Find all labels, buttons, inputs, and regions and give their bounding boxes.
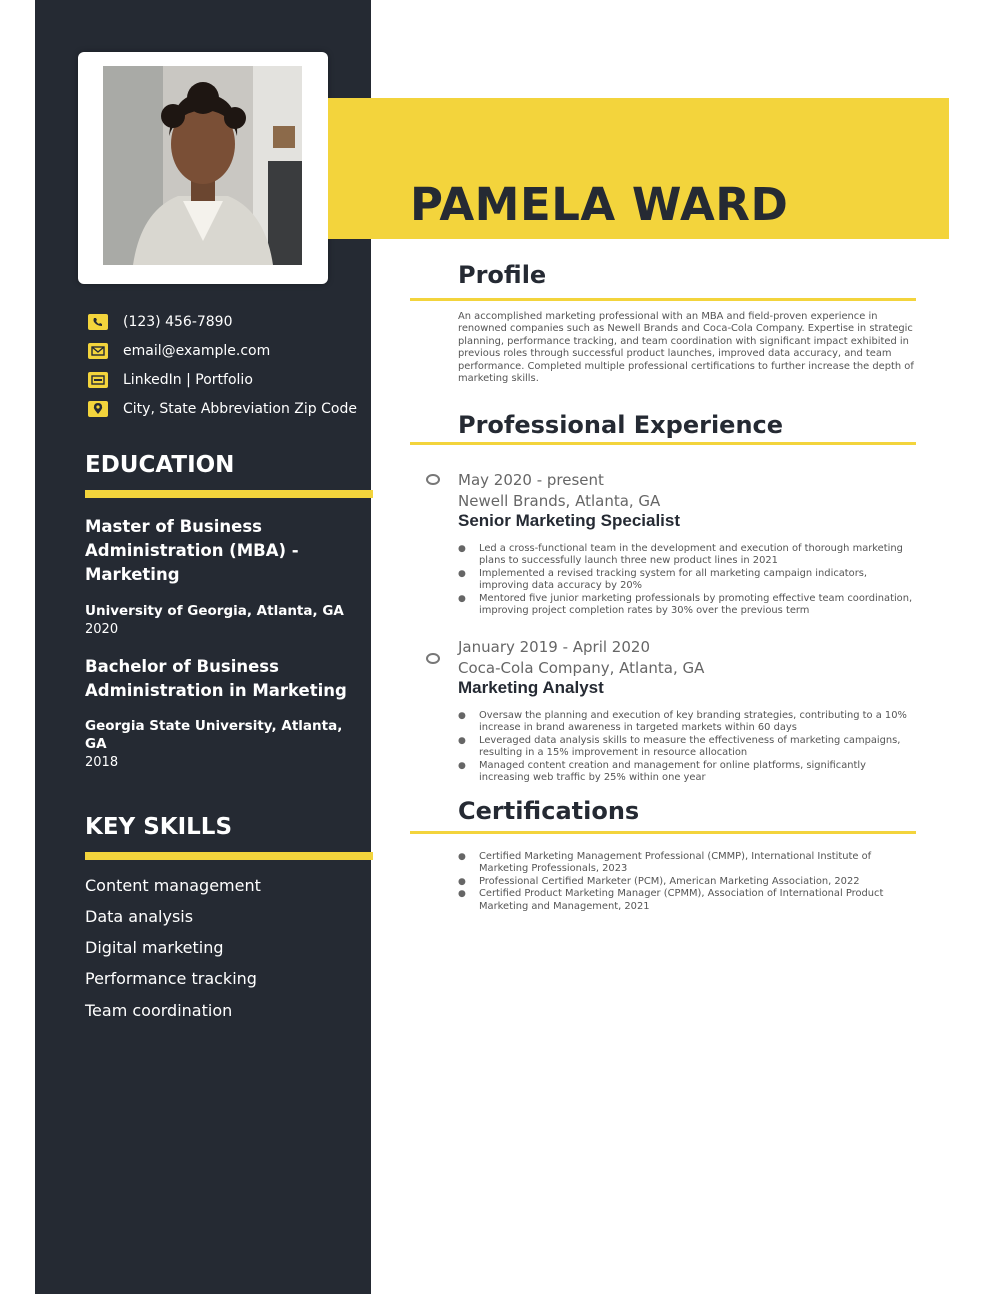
- profile-summary: An accomplished marketing professional with an MBA and field-proven experience in renowned companies such as Newell Brands and Coca-Cola Company. Expertise in strategic planning, performance tracking, and team coordination with significant impact exhibited in previous roles through successful product launches, improved data accuracy, and team performance. Completed multiple professional certifications to further increase the depth of marketing skills.: [458, 311, 914, 385]
- education-year: 2020: [85, 622, 119, 637]
- job-title: Senior Marketing Specialist: [458, 511, 681, 530]
- experience-heading: Professional Experience: [458, 411, 784, 439]
- profile-heading: Profile: [458, 261, 547, 289]
- bullet-icon: ●: [458, 593, 466, 604]
- bullet-icon: ●: [458, 711, 466, 721]
- skill-item: Team coordination: [85, 1001, 233, 1020]
- bullet-icon: ●: [458, 568, 466, 579]
- skill-item: Data analysis: [85, 907, 194, 926]
- profile-photo-frame: [78, 52, 328, 284]
- job-dates: January 2019 - April 2020: [458, 638, 650, 656]
- certification-text: Certified Marketing Management Professional (CMMP), International Institute of Marketing Professionals, 2023: [479, 851, 872, 875]
- list-item: [458, 876, 918, 888]
- bullet-text: Implemented a revised tracking system for all marketing campaign indicators, improving data accuracy by 20%: [479, 567, 868, 592]
- profile-underline: [410, 298, 916, 301]
- bullet-icon: ●: [458, 735, 466, 746]
- candidate-name: PAMELA WARD: [410, 178, 789, 231]
- timeline-marker-icon: [426, 474, 440, 485]
- list-item: [458, 710, 918, 735]
- contact-location: [88, 399, 357, 419]
- job-bullets: [458, 543, 918, 617]
- certification-list: [458, 851, 918, 913]
- bullet-icon: ●: [458, 852, 466, 862]
- skill-item: Content management: [85, 876, 261, 895]
- bullet-icon: ●: [458, 760, 466, 771]
- list-item: [458, 851, 918, 876]
- bullet-icon: ●: [458, 544, 466, 554]
- list-item: [458, 888, 918, 913]
- certification-text: Certified Product Marketing Manager (CPMM), Association of International Product Marketing and Management, 2021: [479, 888, 884, 912]
- list-item: [458, 735, 918, 760]
- job-bullets: [458, 710, 918, 784]
- job-title: Marketing Analyst: [458, 678, 604, 697]
- bullet-icon: ●: [458, 876, 466, 887]
- education-underline: [85, 490, 373, 498]
- profile-photo: [103, 66, 302, 265]
- job-company: Newell Brands, Atlanta, GA: [458, 492, 661, 510]
- education-year: 2018: [85, 755, 119, 770]
- certifications-heading: Certifications: [458, 797, 640, 825]
- list-item: [458, 760, 918, 785]
- skill-item: Digital marketing: [85, 938, 224, 957]
- job-dates: May 2020 - present: [458, 471, 604, 489]
- list-item: [458, 543, 918, 568]
- bullet-text: Led a cross-functional team in the development and execution of thorough marketing plans to successfully launch three new product lines in 2021: [479, 543, 903, 567]
- timeline-marker-icon: [426, 653, 440, 664]
- list-item: [458, 568, 918, 593]
- experience-underline: [410, 442, 916, 445]
- contact-email: [88, 341, 270, 361]
- bullet-text: Leveraged data analysis skills to measure the effectiveness of marketing campaigns, resulting in a 15% improvement in resource allocation: [479, 734, 901, 759]
- bullet-text: Oversaw the planning and execution of key branding strategies, contributing to a 10% increase in brand awareness in targeted markets within 60 days: [479, 710, 907, 734]
- bullet-icon: ●: [458, 889, 466, 900]
- education-school: University of Georgia, Atlanta, GA: [85, 603, 344, 619]
- location-icon: [88, 401, 108, 417]
- education-degree: Bachelor of Business Administration in Marketing: [85, 657, 347, 700]
- certification-text: Professional Certified Marketer (PCM), American Marketing Association, 2022: [479, 875, 860, 887]
- list-item: [458, 593, 918, 618]
- job-company: Coca-Cola Company, Atlanta, GA: [458, 659, 705, 677]
- bullet-text: Managed content creation and management for online platforms, significantly increasing web traffic by 25% within one year: [479, 759, 866, 784]
- phone-icon: [88, 314, 108, 330]
- contact-text: City, State Abbreviation Zip Code: [123, 401, 357, 417]
- education-school: Georgia State University, Atlanta, GA: [85, 718, 343, 752]
- linkedin-icon: [88, 372, 108, 388]
- contact-phone: [88, 312, 233, 332]
- skills-heading: KEY SKILLS: [85, 814, 233, 840]
- contact-text: LinkedIn | Portfolio: [123, 372, 253, 388]
- contact-linkedin: [88, 370, 253, 390]
- skill-item: Performance tracking: [85, 969, 257, 988]
- contact-text: (123) 456-7890: [123, 314, 233, 330]
- contact-text: email@example.com: [123, 343, 271, 359]
- bullet-text: Mentored five junior marketing professionals by promoting effective team coordination, improving project completion rates by 30% over the previous term: [479, 592, 913, 617]
- certifications-underline: [410, 831, 916, 834]
- skills-underline: [85, 852, 373, 860]
- education-degree: Master of Business Administration (MBA) - Marketing: [85, 517, 299, 584]
- education-heading: EDUCATION: [85, 452, 235, 478]
- email-icon: [88, 343, 108, 359]
